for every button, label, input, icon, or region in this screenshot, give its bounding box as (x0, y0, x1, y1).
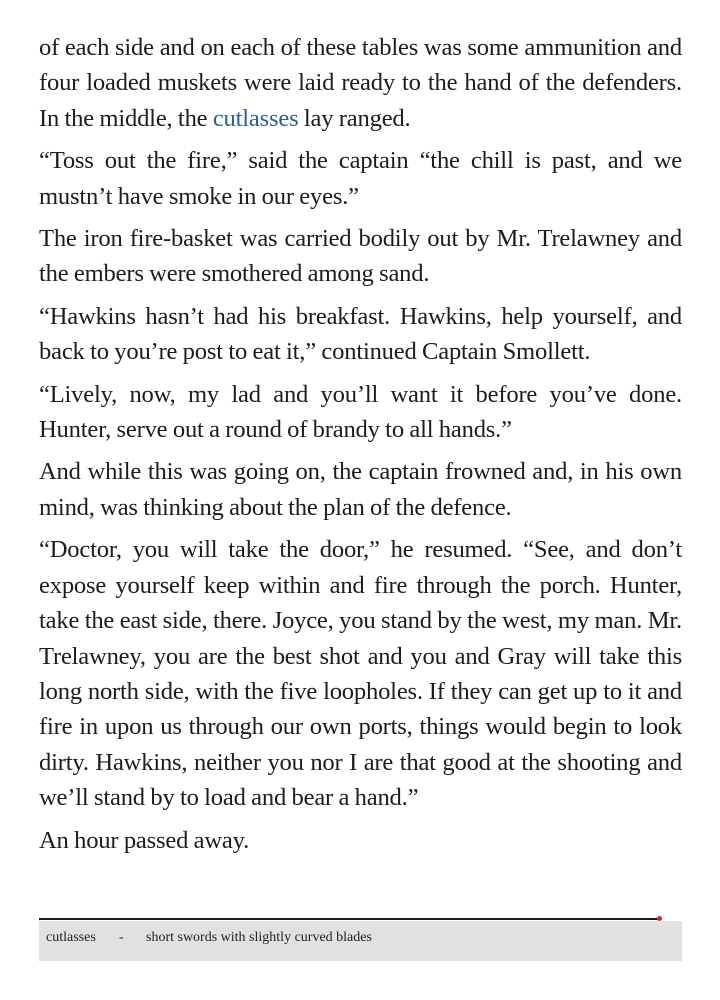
paragraph-3: The iron fire-basket was carried bodily out by Mr. Trelawney and the embers were smothered among sand. (39, 225, 682, 288)
story-page (39, 30, 682, 865)
footnote-divider (39, 918, 658, 920)
footnote-separator: - (119, 930, 124, 945)
footnote-definition: short swords with slightly curved blades (146, 930, 372, 945)
glossary-footnote (39, 921, 682, 961)
footnote-term: cutlasses (46, 930, 96, 945)
paragraph-1-start: of each side and on each of these tables was some ammunition and four loaded muskets were laid ready to the hand of the defenders. In the middle, the (39, 34, 682, 132)
paragraph-6: And while this was going on, the captain frowned and, in his own mind, was thinking about the plan of the defence. (39, 458, 682, 521)
paragraph-2: “Toss out the fire,” said the captain “the chill is past, and we mustn’t have smoke in our eyes.” (39, 147, 682, 210)
paragraph-5: “Lively, now, my lad and you’ll want it before you’ve done. Hunter, serve out a round of brandy to all hands.” (39, 380, 682, 444)
paragraph-1-end: lay ranged. (298, 104, 411, 132)
paragraph-1 (39, 30, 682, 136)
paragraph-7: “Doctor, you will take the door,” he resumed. “See, and don’t expose yourself keep within and fire through the porch. Hunter, take the east side, there. Joyce, you stand by the west, my man. Mr. Trelawney, you are the best shot and you and Gray will take this long north side, with the five loopholes. If they can get up to it and fire in upon us through our own ports, things would begin to look dirty. Hawkins, neither you nor I are that good at the shooting and we’ll stand by to load and bear a hand.” (39, 536, 682, 812)
paragraph-8: An hour passed away. (39, 826, 250, 854)
glossary-link-cutlasses[interactable]: cutlasses (212, 104, 299, 132)
paragraph-4: “Hawkins hasn’t had his breakfast. Hawkins, help yourself, and back to you’re post to eat it,” continued Captain Smollett. (39, 302, 682, 366)
